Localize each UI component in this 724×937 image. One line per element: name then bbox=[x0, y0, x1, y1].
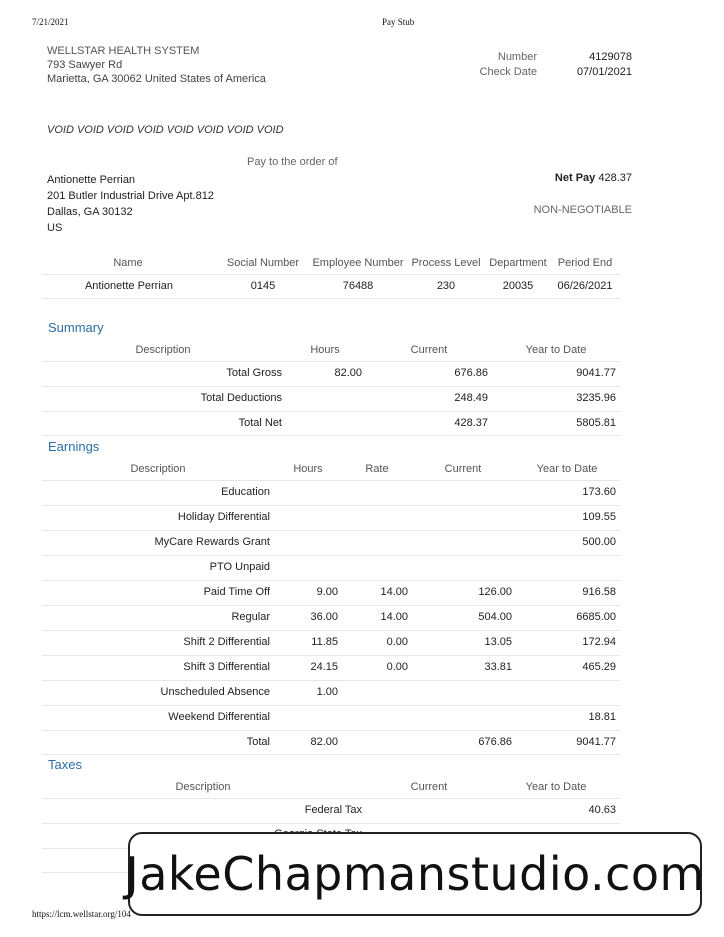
summary-row-description: Total Deductions bbox=[200, 392, 282, 404]
earnings-row-description: Shift 2 Differential bbox=[183, 636, 270, 648]
earnings-header-description: Description bbox=[130, 463, 186, 475]
summary-row-hours: 82.00 bbox=[334, 367, 362, 379]
earnings-row-current: 504.00 bbox=[478, 611, 512, 623]
summary-header-ytd: Year to Date bbox=[525, 344, 587, 356]
earnings-row-ytd: 500.00 bbox=[582, 536, 616, 548]
earnings-header-ytd: Year to Date bbox=[536, 463, 598, 475]
emp-social: 0145 bbox=[250, 280, 276, 292]
emp-employee-number: 76488 bbox=[342, 280, 374, 292]
earnings-row-description: MyCare Rewards Grant bbox=[154, 536, 270, 548]
taxes-header-description: Description bbox=[175, 781, 231, 793]
payee-address-line2: Dallas, GA 30132 bbox=[47, 206, 133, 218]
earnings-row-hours: 82.00 bbox=[310, 736, 338, 748]
summary-title: Summary bbox=[48, 320, 104, 335]
earnings-row-current: 33.81 bbox=[484, 661, 512, 673]
summary-header-hours: Hours bbox=[310, 344, 340, 356]
earnings-row-description: Weekend Differential bbox=[168, 711, 270, 723]
earnings-row-rate: 0.00 bbox=[386, 661, 408, 673]
earnings-row-rate: 14.00 bbox=[380, 586, 408, 598]
earnings-row-description: Shift 3 Differential bbox=[183, 661, 270, 673]
earnings-row-hours: 36.00 bbox=[310, 611, 338, 623]
pay-to-label: Pay to the order of bbox=[247, 156, 338, 168]
earnings-row-description: Education bbox=[221, 486, 270, 498]
non-negotiable: NON-NEGOTIABLE bbox=[533, 204, 632, 216]
payee-block bbox=[47, 172, 214, 236]
earnings-row-ytd: 465.29 bbox=[582, 661, 616, 673]
emp-name: Antionette Perrian bbox=[84, 280, 174, 292]
taxes-row-description: Federal Tax bbox=[304, 804, 362, 816]
emp-period-end: 06/26/2021 bbox=[557, 280, 613, 292]
net-pay bbox=[500, 172, 632, 184]
earnings-row-current: 13.05 bbox=[484, 636, 512, 648]
earnings-row-description: Unscheduled Absence bbox=[160, 686, 270, 698]
earnings-row-rate: 14.00 bbox=[380, 611, 408, 623]
earnings-row-ytd: 109.55 bbox=[582, 511, 616, 523]
taxes-header-current: Current bbox=[410, 781, 448, 793]
earnings-row-current: 676.86 bbox=[478, 736, 512, 748]
earnings-row-hours: 9.00 bbox=[316, 586, 338, 598]
earnings-row-ytd: 9041.77 bbox=[576, 736, 616, 748]
net-pay-value: 428.37 bbox=[598, 172, 632, 184]
earnings-row-ytd: 6685.00 bbox=[576, 611, 616, 623]
taxes-header-ytd: Year to Date bbox=[525, 781, 587, 793]
company-name: WELLSTAR HEALTH SYSTEM bbox=[47, 45, 200, 57]
earnings-row-hours: 24.15 bbox=[310, 661, 338, 673]
emp-header-department: Department bbox=[489, 257, 547, 269]
summary-row-description: Total Gross bbox=[226, 367, 282, 379]
earnings-row-ytd: 916.58 bbox=[582, 586, 616, 598]
watermark-banner: JakeChapmanstudio.com bbox=[128, 832, 702, 916]
summary-row-ytd: 9041.77 bbox=[576, 367, 616, 379]
payee-address-line1: 201 Butler Industrial Drive Apt.812 bbox=[47, 190, 214, 202]
company-block bbox=[47, 44, 266, 86]
earnings-row-current: 126.00 bbox=[478, 586, 512, 598]
emp-header-social: Social Number bbox=[226, 257, 300, 269]
check-number: 4129078 bbox=[589, 51, 632, 63]
earnings-header-current: Current bbox=[444, 463, 482, 475]
emp-header-process-level: Process Level bbox=[411, 257, 481, 269]
emp-department: 20035 bbox=[502, 280, 534, 292]
taxes-row-ytd: 40.63 bbox=[588, 804, 616, 816]
print-date: 7/21/2021 bbox=[32, 17, 69, 27]
earnings-row-ytd: 18.81 bbox=[588, 711, 616, 723]
earnings-row-ytd: 172.94 bbox=[582, 636, 616, 648]
check-date: 07/01/2021 bbox=[576, 66, 632, 78]
earnings-row-rate: 0.00 bbox=[386, 636, 408, 648]
summary-row-current: 428.37 bbox=[454, 417, 488, 429]
earnings-row-description: Regular bbox=[231, 611, 270, 623]
emp-header-name: Name bbox=[113, 257, 143, 269]
summary-row-description: Total Net bbox=[238, 417, 282, 429]
payee-name: Antionette Perrian bbox=[47, 174, 136, 186]
earnings-row-ytd: 173.60 bbox=[582, 486, 616, 498]
earnings-row-hours: 1.00 bbox=[316, 686, 338, 698]
earnings-row-description: Holiday Differential bbox=[177, 511, 270, 523]
earnings-header-hours: Hours bbox=[293, 463, 323, 475]
emp-header-employee-number: Employee Number bbox=[312, 257, 404, 269]
company-address-line1: 793 Sawyer Rd bbox=[47, 59, 123, 71]
earnings-title: Earnings bbox=[48, 439, 100, 454]
print-url: https://lcm.wellstar.org/104 bbox=[32, 909, 131, 919]
company-address-line2: Marietta, GA 30062 United States of America bbox=[47, 73, 266, 85]
emp-header-period-end: Period End bbox=[557, 257, 613, 269]
summary-header-description: Description bbox=[135, 344, 191, 356]
summary-header-current: Current bbox=[410, 344, 448, 356]
void-line: VOID VOID VOID VOID VOID VOID VOID VOID bbox=[47, 124, 284, 136]
earnings-row-description: PTO Unpaid bbox=[209, 561, 270, 573]
taxes-title: Taxes bbox=[48, 757, 82, 772]
summary-row-current: 676.86 bbox=[454, 367, 488, 379]
summary-row-ytd: 5805.81 bbox=[576, 417, 616, 429]
check-number-label: Number bbox=[497, 51, 537, 63]
earnings-row-hours: 11.85 bbox=[311, 636, 338, 648]
emp-process-level: 230 bbox=[436, 280, 456, 292]
summary-row-ytd: 3235.96 bbox=[576, 392, 616, 404]
earnings-row-description: Paid Time Off bbox=[203, 586, 270, 598]
net-pay-label: Net Pay bbox=[554, 172, 596, 184]
payee-country: US bbox=[47, 222, 63, 234]
earnings-row-description: Total bbox=[246, 736, 270, 748]
earnings-header-rate: Rate bbox=[365, 463, 389, 475]
print-page-title: Pay Stub bbox=[382, 17, 415, 27]
summary-row-current: 248.49 bbox=[454, 392, 488, 404]
check-date-label: Check Date bbox=[479, 66, 537, 78]
